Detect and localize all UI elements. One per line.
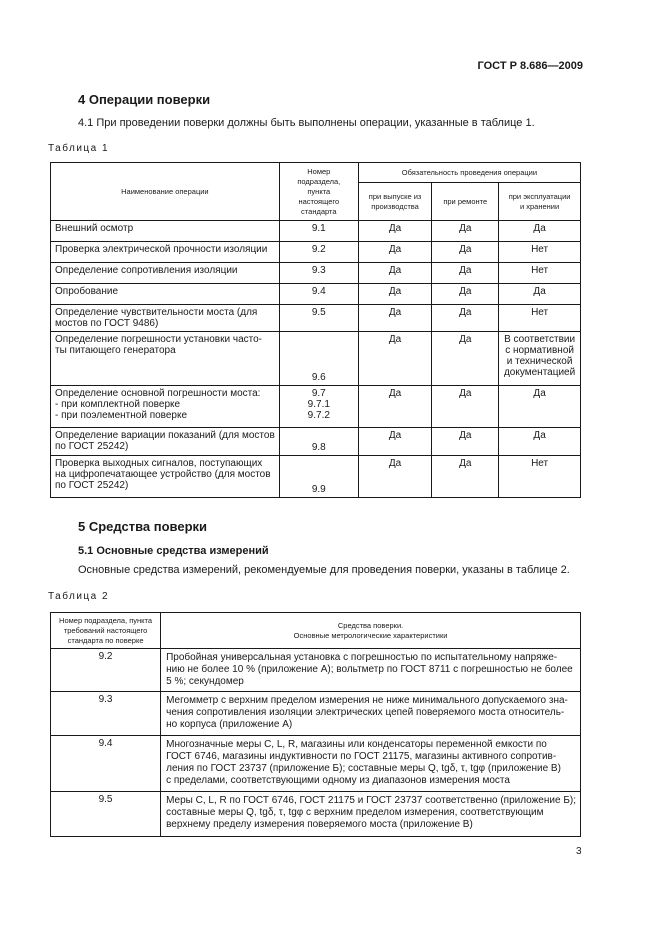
table-row	[51, 332, 581, 386]
section-number-cell	[279, 221, 358, 242]
release-cell: Да	[358, 428, 431, 456]
cell-line: ты питающего генератора	[55, 345, 176, 356]
cell-line: и технической	[506, 356, 573, 367]
cell-line: Определение сопротивления изоляции	[55, 265, 238, 276]
table-1-header-repair: при ремонте	[432, 183, 499, 221]
section-number-cell	[279, 428, 358, 456]
cell-line: - при комплектной поверке	[55, 399, 181, 410]
release-cell: Да	[358, 386, 431, 428]
cell-line: Многозначные меры C, L, R, магазины или конденсаторы переменной емкости по	[166, 739, 547, 750]
cell-line: Да	[533, 286, 546, 297]
operation-name-cell	[51, 263, 280, 284]
operation-name-cell	[51, 284, 280, 305]
section-4-title: 4 Операции поверки	[78, 92, 211, 107]
table-1	[50, 162, 581, 498]
operation-name-cell	[51, 456, 280, 498]
release-cell: Да	[358, 305, 431, 332]
repair-cell: Да	[432, 428, 499, 456]
operation-name-cell	[51, 332, 280, 386]
section-5-title: 5 Средства поверки	[78, 519, 208, 534]
cell-line: Да	[533, 223, 546, 234]
table-row	[51, 242, 581, 263]
cell-line: Определение вариации показаний (для мостов	[55, 430, 275, 441]
table-1-header-operation: при эксплуатации и хранении	[499, 183, 581, 221]
cell-line: Нет	[531, 265, 549, 276]
repair-cell: Да	[432, 332, 499, 386]
cell-line: Определение основной погрешности моста:	[55, 388, 261, 399]
section-number-cell: 9.2	[51, 649, 161, 692]
table-row	[51, 792, 581, 837]
section-5-1-title: 5.1 Основные средства измерений	[78, 545, 269, 557]
cell-line: Нет	[531, 307, 549, 318]
cell-line: с нормативной	[505, 345, 574, 356]
table-row	[51, 305, 581, 332]
release-cell: Да	[358, 332, 431, 386]
operation-name-cell	[51, 386, 280, 428]
section-number-cell	[279, 263, 358, 284]
operation-cell	[499, 386, 581, 428]
cell-line: Нет	[531, 244, 549, 255]
cell-line: Мегомметр с верхним пределом измерения не ниже минимального допускаемого зна-	[166, 695, 568, 706]
table-row	[51, 386, 581, 428]
cell-line: 9.7	[311, 388, 326, 399]
repair-cell: Да	[432, 221, 499, 242]
cell-line: чения сопротивления изоляции электрических цепей поверяемого моста относитель-	[166, 707, 565, 718]
operation-cell	[499, 284, 581, 305]
section-number-cell: 9.3	[51, 692, 161, 736]
section-number-cell	[279, 284, 358, 305]
operation-cell	[499, 263, 581, 284]
table-1-header-release: при выпуске из производства	[358, 183, 431, 221]
document-header: ГОСТ Р 8.686—2009	[477, 60, 583, 72]
cell-line: Нет	[531, 458, 549, 469]
cell-line: Да	[533, 388, 546, 399]
cell-line: Внешний осмотр	[55, 223, 134, 234]
section-4-intro: 4.1 При проведении поверки должны быть выполнены операции, указанные в таблице 1.	[78, 117, 535, 129]
table-1-header-name: Наименование операции	[51, 163, 280, 221]
cell-line: 9.1	[311, 223, 326, 234]
operation-name-cell	[51, 221, 280, 242]
cell-line: Проверка электрической прочности изоляции	[55, 244, 268, 255]
table-2-caption: Таблица 2	[48, 591, 110, 602]
cell-line: Определение чувствительности моста (для	[55, 307, 258, 318]
table-row	[51, 649, 581, 692]
section-number-cell	[279, 305, 358, 332]
operation-name-cell	[51, 242, 280, 263]
table-2-header-means: Средства поверки. Основные метрологические характеристики	[161, 613, 581, 649]
repair-cell: Да	[432, 305, 499, 332]
cell-line: 9.3	[311, 265, 326, 276]
cell-line: Определение погрешности установки часто-	[55, 334, 262, 345]
cell-line: ГОСТ 6746, магазины индуктивности по ГОСТ 21175, магазины активного сопротив-	[166, 751, 557, 762]
table-row	[51, 692, 581, 736]
table-row	[51, 428, 581, 456]
section-number-cell	[279, 242, 358, 263]
section-number-cell	[279, 386, 358, 428]
repair-cell: Да	[432, 263, 499, 284]
section-5-intro: Основные средства измерений, рекомендуемые для проведения поверки, указаны в таблице 2.	[78, 564, 570, 576]
means-description-cell	[161, 649, 581, 692]
table-1-caption: Таблица 1	[48, 143, 110, 154]
cell-line: В соответствии	[504, 334, 576, 345]
repair-cell: Да	[432, 242, 499, 263]
release-cell: Да	[358, 221, 431, 242]
operation-cell	[499, 221, 581, 242]
table-row	[51, 456, 581, 498]
cell-line: с пределами, соответствующими одному из диапазонов измерения моста	[166, 775, 510, 786]
table-2	[50, 612, 581, 837]
cell-line: 9.9	[311, 484, 326, 495]
means-description-cell	[161, 792, 581, 837]
table-row	[51, 263, 581, 284]
cell-line: мостов по ГОСТ 9486)	[55, 318, 159, 329]
table-1-header-obligation: Обязательность проведения операции	[358, 163, 580, 183]
means-description-cell	[161, 692, 581, 736]
cell-line: 9.8	[311, 442, 326, 453]
cell-line: Проверка выходных сигналов, поступающих	[55, 458, 263, 469]
table-2-header-number: Номер подраздела, пункта требований настоящего стандарта по поверке	[51, 613, 161, 649]
cell-line: верхнему пределу измерения поверяемого моста (приложение В)	[166, 819, 473, 830]
cell-line: - при поэлементной поверке	[55, 410, 188, 421]
cell-line: Пробойная универсальная установка с погрешностью по испытательному напряже-	[166, 652, 558, 663]
cell-line: 9.4	[311, 286, 326, 297]
release-cell: Да	[358, 263, 431, 284]
cell-line: 9.5	[311, 307, 326, 318]
cell-line: Опробование	[55, 286, 119, 297]
cell-line: 9.2	[311, 244, 326, 255]
section-number-cell: 9.5	[51, 792, 161, 837]
table-1-header-number: Номер подраздела, пункта настоящего стандарта	[279, 163, 358, 221]
cell-line: но корпуса (приложение А)	[166, 719, 293, 730]
page-number: 3	[576, 846, 582, 857]
operation-name-cell	[51, 305, 280, 332]
section-number-cell	[279, 456, 358, 498]
repair-cell: Да	[432, 386, 499, 428]
cell-line: Да	[533, 430, 546, 441]
section-number-cell	[279, 332, 358, 386]
cell-line: по ГОСТ 25242)	[55, 480, 129, 491]
operation-cell	[499, 332, 581, 386]
table-row	[51, 221, 581, 242]
operation-cell	[499, 305, 581, 332]
repair-cell: Да	[432, 284, 499, 305]
operation-cell	[499, 242, 581, 263]
table-row	[51, 284, 581, 305]
cell-line: нию не более 10 % (приложение А); вольтметр по ГОСТ 8711 с погрешностью не более	[166, 664, 573, 675]
repair-cell: Да	[432, 456, 499, 498]
cell-line: 9.7.2	[307, 410, 330, 421]
cell-line: 9.6	[311, 372, 326, 383]
cell-line: ления по ГОСТ 23737 (приложение Б); составные меры Q, tgδ, τ, tgφ (приложение В)	[166, 763, 561, 774]
section-number-cell: 9.4	[51, 736, 161, 792]
release-cell: Да	[358, 456, 431, 498]
table-row	[51, 736, 581, 792]
cell-line: на цифропечатающее устройство (для мостов	[55, 469, 271, 480]
release-cell: Да	[358, 242, 431, 263]
cell-line: документацией	[503, 367, 576, 378]
cell-line: 9.7.1	[307, 399, 330, 410]
cell-line: составные меры Q, tgδ, τ, tgφ с верхним пределом измерения, соответствующим	[166, 807, 544, 818]
cell-line: Меры C, L, R по ГОСТ 6746, ГОСТ 21175 и ГОСТ 23737 соответственно (приложение Б);	[166, 795, 576, 806]
cell-line: 5 %; секундомер	[166, 676, 244, 687]
means-description-cell	[161, 736, 581, 792]
operation-cell	[499, 456, 581, 498]
operation-cell	[499, 428, 581, 456]
operation-name-cell	[51, 428, 280, 456]
cell-line: по ГОСТ 25242)	[55, 441, 129, 452]
release-cell: Да	[358, 284, 431, 305]
